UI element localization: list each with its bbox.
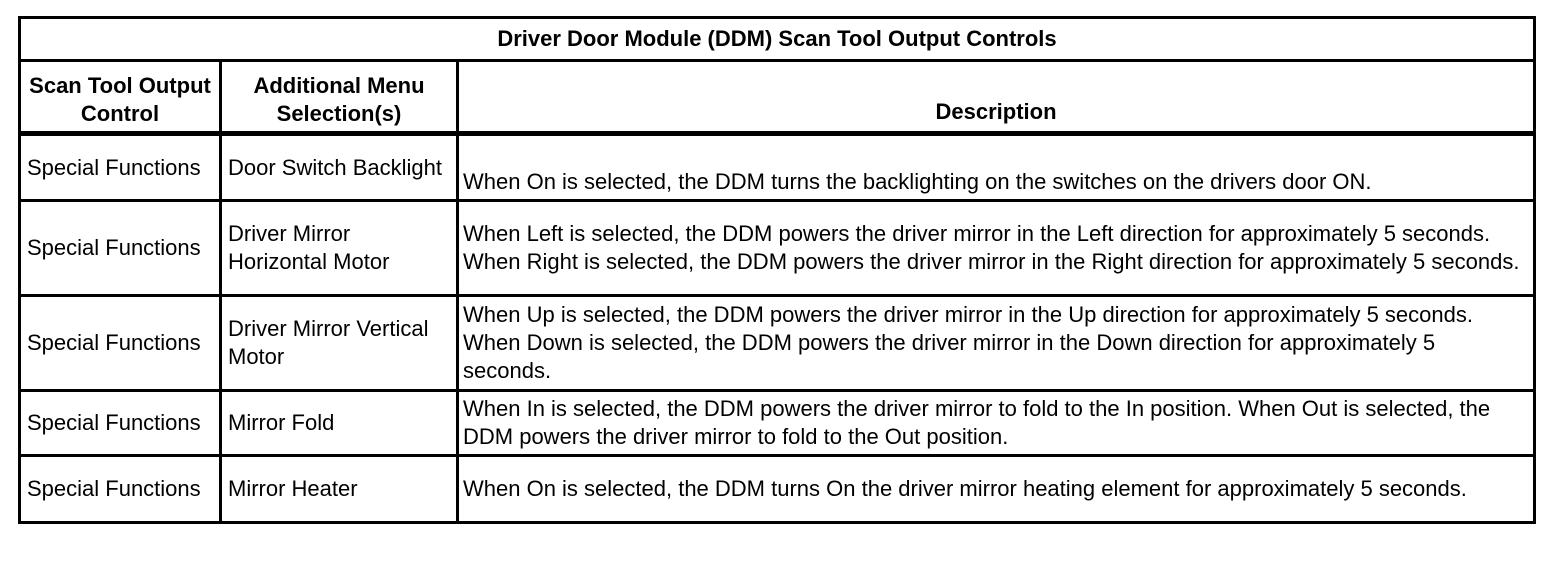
- cell-description: When On is selected, the DDM turns On the driver mirror heating element for approximately 5 seconds.: [458, 456, 1535, 523]
- table-row: [20, 456, 1535, 523]
- header-description: Description: [458, 61, 1535, 134]
- cell-output-control: Special Functions: [20, 201, 221, 296]
- cell-description: When In is selected, the DDM powers the driver mirror to fold to the In position. When Out is selected, the DDM powers the driver mirror to fold to the Out position.: [458, 391, 1535, 456]
- cell-description: When On is selected, the DDM turns the backlighting on the switches on the drivers door ON.: [458, 134, 1535, 201]
- header-additional-menu-selections: Additional Menu Selection(s): [221, 61, 458, 134]
- cell-output-control: Special Functions: [20, 134, 221, 201]
- cell-output-control: Special Functions: [20, 391, 221, 456]
- cell-output-control: Special Functions: [20, 296, 221, 391]
- column-header-row: [20, 61, 1535, 134]
- cell-menu-selection: Door Switch Backlight: [221, 134, 458, 201]
- cell-description: When Left is selected, the DDM powers the driver mirror in the Left direction for approximately 5 seconds. When Right is selected, the DDM powers the driver mirror in the Right direction for approximately 5 seconds.: [458, 201, 1535, 296]
- cell-menu-selection: Mirror Heater: [221, 456, 458, 523]
- cell-menu-selection: Driver Mirror Horizontal Motor: [221, 201, 458, 296]
- cell-output-control: Special Functions: [20, 456, 221, 523]
- table-row: [20, 134, 1535, 201]
- cell-menu-selection: Mirror Fold: [221, 391, 458, 456]
- ddm-output-controls-table: [18, 16, 1536, 524]
- table-row: [20, 296, 1535, 391]
- table-row: [20, 201, 1535, 296]
- table-row: [20, 391, 1535, 456]
- header-scan-tool-output-control: Scan Tool Output Control: [20, 61, 221, 134]
- cell-menu-selection: Driver Mirror Vertical Motor: [221, 296, 458, 391]
- cell-description: When Up is selected, the DDM powers the driver mirror in the Up direction for approximately 5 seconds. When Down is selected, the DDM powers the driver mirror in the Down direction for approximately 5 seconds.: [458, 296, 1535, 391]
- table-title: Driver Door Module (DDM) Scan Tool Output Controls: [20, 18, 1535, 61]
